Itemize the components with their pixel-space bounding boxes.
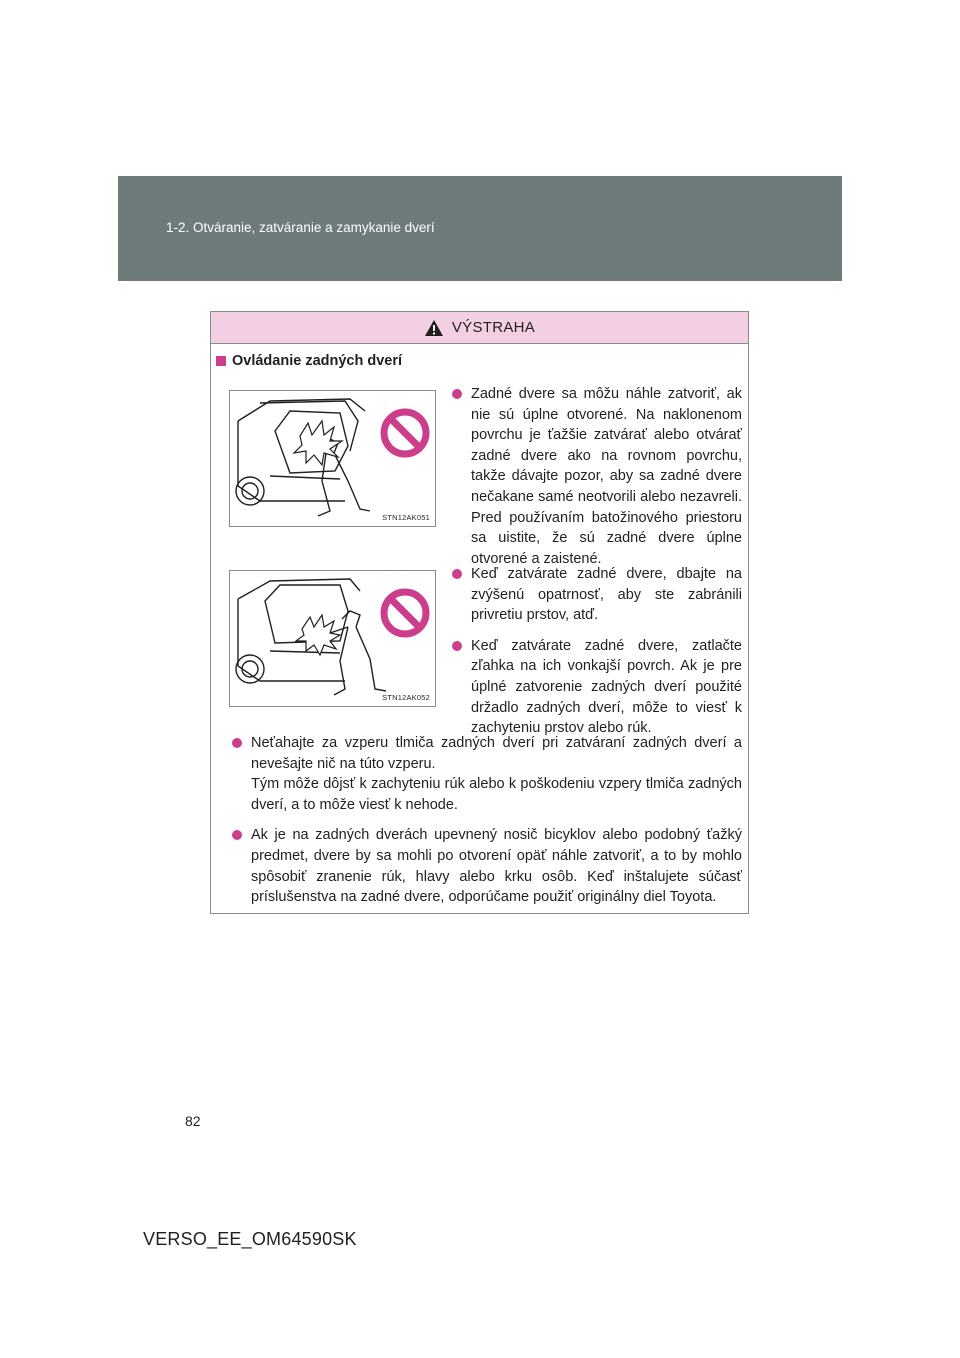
- bullet-text: Keď zatvárate zadné dvere, dbajte na zvýšenú opatrnosť, aby ste zabránili privretiu prstov, atď.: [471, 566, 742, 624]
- bullet-text: Keď zatvárate zadné dvere, zatlačte zľahka na ich vonkajší povrch. Ak je pre úplné zatvorenie zadných dverí použité držadlo zadných dverí, môže to viesť k zachyteniu prstov alebo rúk.: [471, 637, 742, 737]
- document-code: VERSO_EE_OM64590SK: [143, 1229, 357, 1249]
- bullet-dot-icon: [452, 389, 462, 399]
- section-heading: [216, 353, 402, 369]
- bullet-dot-icon: [232, 738, 242, 748]
- square-bullet-icon: [216, 356, 226, 366]
- warning-triangle-icon: [424, 319, 444, 337]
- illustration-closing-rear-door: [229, 570, 436, 707]
- car-closing-door-illustration: [230, 571, 435, 706]
- warning-box: [210, 311, 749, 914]
- bullet-dot-icon: [232, 830, 242, 840]
- list-item: [448, 384, 742, 569]
- bullet-dot-icon: [452, 569, 462, 579]
- chapter-header: [118, 176, 842, 281]
- warning-header: [211, 312, 748, 344]
- prohibition-sign-icon: [384, 412, 426, 454]
- car-rear-door-illustration: [230, 391, 435, 526]
- chapter-title: 1-2. Otváranie, zatváranie a zamykanie dverí: [166, 220, 435, 235]
- bullet-text-line1: Neťahajte za vzperu tlmiča zadných dverí pri zatváraní zadných dverí a nevešajte nič na túto vzperu.: [251, 735, 742, 772]
- bullet-dot-icon: [452, 641, 462, 651]
- list-item: [448, 636, 742, 739]
- page-number: 82: [185, 1113, 201, 1129]
- list-item: [228, 825, 742, 907]
- figure-code: STN12AK052: [382, 693, 430, 702]
- bullet-text: Zadné dvere sa môžu náhle zatvoriť, ak nie sú úplne otvorené. Na naklonenom povrchu je ťažšie zatvárať alebo otvárať zadné dvere ako na rovnom povrchu, takže dávajte pozor, aby sa zadné dvere nečakane samé neotvorili alebo nezavreli. Pred používaním batožinového priestoru sa uistite, že sú zadné dvere úplne otvorené a zaistené.: [471, 386, 742, 567]
- warning-title: VÝSTRAHA: [451, 319, 536, 336]
- list-item: [228, 733, 742, 815]
- illustration-rear-door-open: [229, 390, 436, 527]
- list-item: [448, 564, 742, 626]
- figure-code: STN12AK051: [382, 513, 430, 522]
- bullet-list-right-1: [448, 384, 742, 579]
- section-heading-text: Ovládanie zadných dverí: [232, 353, 403, 369]
- prohibition-sign-icon: [384, 592, 426, 634]
- bullet-list-right-2: [448, 564, 742, 749]
- bullet-text-line1: Ak je na zadných dverách upevnený nosič bicyklov alebo podobný ťažký predmet, dvere by sa mohli po otvorení opäť náhle zatvoriť, a to by mohlo spôsobiť zranenie rúk, hlavy alebo krku osôb. Keď inštalujete súčasť príslušenstva na zadné dvere, odporúčame použiť originálny diel Toyota.: [251, 827, 742, 906]
- bullet-list-bottom: [228, 733, 742, 918]
- bullet-text-line2: Tým môže dôjsť k zachyteniu rúk alebo k poškodeniu vzpery tlmiča zadných dverí, a to môže viesť k nehode.: [251, 776, 742, 813]
